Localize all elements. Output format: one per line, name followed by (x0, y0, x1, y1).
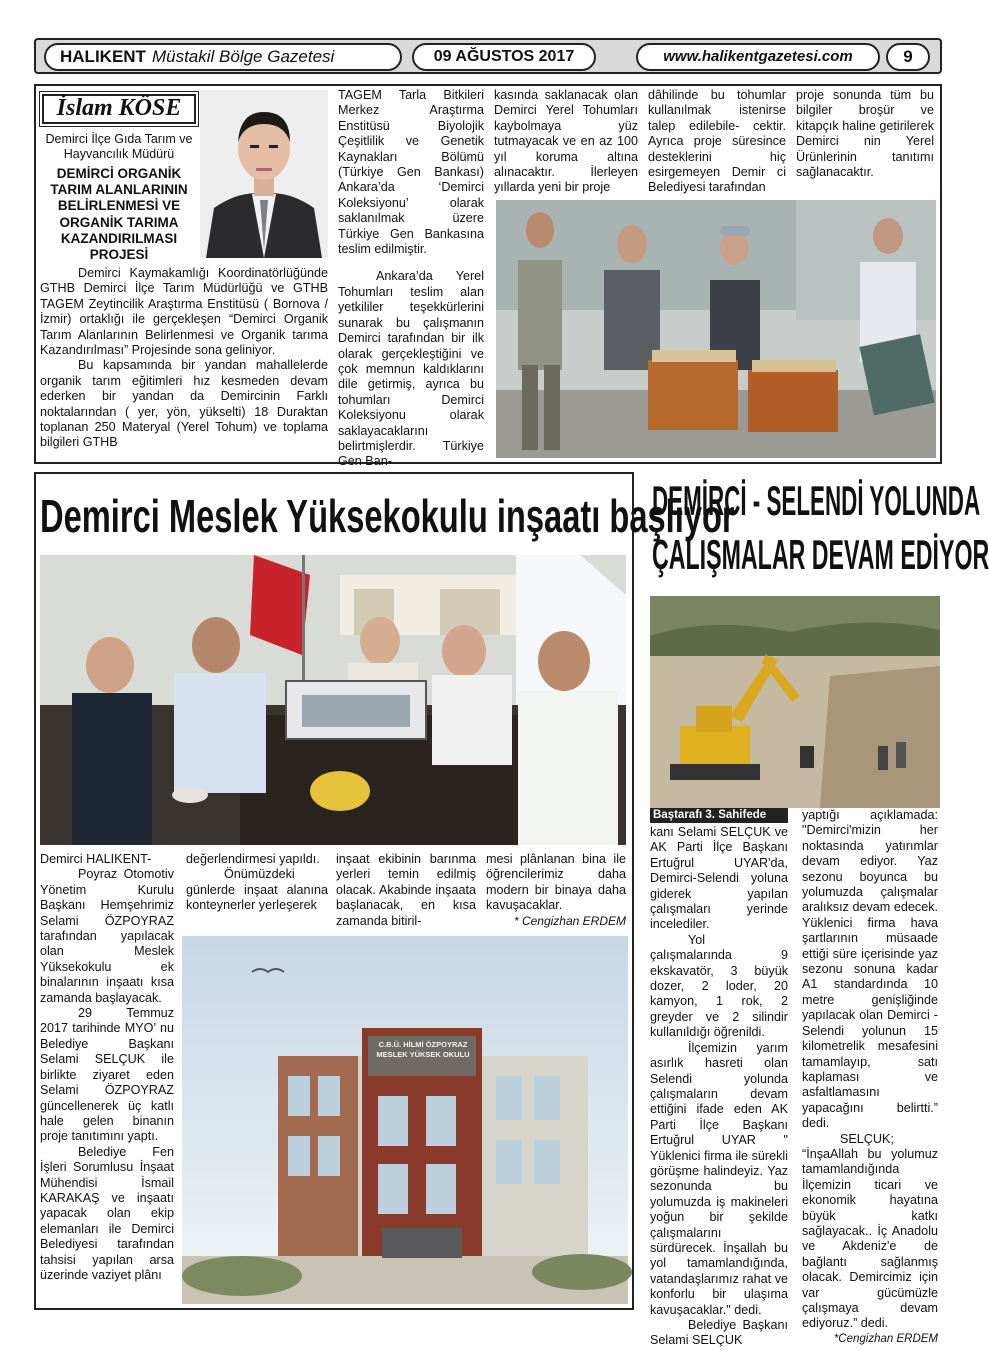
article1-col1 (40, 266, 328, 451)
article1-col2 (338, 88, 484, 470)
author-name: İslam KÖSE (56, 95, 182, 122)
page-number: 9 (903, 47, 913, 67)
building-render (182, 936, 628, 1304)
website-link[interactable]: www.halikentgazetesi.com (663, 48, 853, 66)
article2-col1-p1: Poyraz Otomotiv Yönetim Kurulu Başkanı Hemşehrimiz Selami ÖZPOYRAZ tarafından yapılacak olan Meslek Yüksekokulu ek binalarının inşaatı kısa zamanda başlayacak. (40, 867, 174, 1005)
article2-col2-p2: Önümüzdeki günlerde inşaat alanına konteynerler yerleşerek (186, 867, 328, 913)
issue-date: 09 AĞUSTOS 2017 (433, 48, 575, 66)
article1-headline: DEMİRCİ ORGANİK TARIM ALANLARININ BELİRLENMESİ VE ORGANİK TARIMA KAZANDIRILMASI PROJESİ (50, 166, 188, 263)
article1-col2-p2: Ankara’da Yerel Tohumları teslim alan yetkililer teşekkürlerini sunarak bu çalışmanın Demirci tarafından bir ilk olarak gerçekleştiğini ve çok memnun kaldıklarını dile getirmiş, ayrıca bu tohumları Demirci Koleksiyonu olarak saklayacaklarını belirtmişlerdir. Türkiye Gen Ban- (338, 269, 484, 469)
article3-signature: *Cengizhan ERDEM (833, 1332, 938, 1345)
article3-headline-wrap (652, 478, 989, 590)
article2-signature: * Cengizhan ERDEM (513, 913, 626, 928)
building-sign (370, 1040, 476, 1060)
road-construction-photo (650, 596, 940, 808)
article3-col2-p2: SELÇUK; “İnşaAllah bu yolumuz tamamlandığında İlçemizin ticari ve ekonomik hayatına büyük katkı sağlayacak.. İç Anadolu ve Akdeniz'e de bağlantı sağlanmış olacak. Demircimiz için var gücümüzle çalışmaya devam ediyoruz.” dedi. (802, 1131, 938, 1331)
article2-headline: Demirci Meslek Yüksekokulu inşaatı başlıyor (40, 490, 735, 542)
article2-col4 (486, 852, 626, 929)
date-pill (412, 43, 596, 71)
article1-col1-p1: Demirci Kaymakamlığı Koordinatörlüğünde GTHB Demirci İlçe Tarım Müdürlüğü ve GTHB TAGEM Zeytincilik Araştırma Enstitüsü ( Bornova / İzmir) ortaklığı ile gerçekleşen “Demirci Organik Tarım Alanlarının Belirlenmesi ve Organik tarıma Kazandırılması” Projesinde sona geliniyor. (40, 266, 328, 358)
article3-headline-line1: DEMİRCİ - SELENDİ YOLUNDA (652, 478, 981, 525)
article2-col1 (40, 852, 174, 1283)
building-sign-line1: C.B.Ü. HİLMİ ÖZPOYRAZ (378, 1040, 468, 1049)
portrait-photo (200, 90, 328, 258)
article3-col2-p1: yaptığı açıklamada: "Demirci'mizin her noktasında yatırımlar devam ediyor. Yaz sezonu boyunca bu yolumuzda çalışmalar aralıksız devam edecek. Yüklenici firma hava şartlarının müsaade ettiği süre içerisinde yaz sezonu sonuna kadar A1 standardında 10 metre genişliğinde yapılacak olan Demirci - Selendi yolunun 15 kilometrelik mesafesini tamamlayıp, satı kaplaması ve asfaltlamasını yapacağını belirtti.” dedi. (802, 808, 938, 1131)
article2-col2 (186, 852, 328, 914)
article2-dateline: Demirci HALIKENT- (40, 852, 152, 866)
meeting-photo (40, 555, 626, 845)
page-number-pill (886, 43, 930, 71)
seed-delivery-photo (496, 200, 936, 458)
article2-headline-wrap (40, 490, 735, 542)
article1-col1-p2: Bu kapsamında bir yandan mahallelerde organik tarım eğitimleri hız kesmeden devam ederken bir yandan da Demircinin Farklı noktalarından ( yer, yön, yükselti) 18 Duraktan toplanan 250 Materyal (Yerel Tohum) ve toplama bilgileri GTHB (40, 358, 328, 450)
article1-col2-p1: TAGEM Tarla Bitkileri Merkez Araştırma Enstitüsü Biyolojik Çeşitlilik ve Genetik Kaynakları Bölümü (Türkiye Gen Bankası) Ankara’da ‘Demirci Koleksiyonu’ olarak saklanılmak üzere Türkiye Gen Bankasına teslim edilmiştir. (338, 88, 484, 257)
article1-col4: dâhilinde bu tohumlar kullanılmak istenirse talep edilebile- cektir. Ayrıca proje süresince desteklerini hiç esirgemeyen Demir ci Belediyesi tarafından (648, 88, 786, 195)
author-name-box (42, 94, 196, 124)
article2-col2-p1: değerlendirmesi yapıldı. (186, 852, 320, 866)
article2-col1-p2: 29 Temmuz 2017 tarihinde MYO’ nu Belediye Başkanı Selami SELÇUK ile birlikte ziyaret eden Selami ÖZPOYRAZ güncellenerek üç katlı hale gelen binanın proje tanıtımını yaptı. (40, 1006, 174, 1144)
paper-name: HALIKENT (60, 47, 146, 67)
paper-subtitle: Müstakil Bölge Gazetesi (151, 47, 335, 67)
article1-col5: proje sonunda tüm bu bilgiler broşür ve kitapçık haline getirilerek Demirci nin Yerel Ürünlerinin tanıtımı sağlanacaktır. (796, 88, 934, 180)
article3-col1-p1: kanı Selami SELÇUK ve AK Parti İlçe Başkanı Ertuğrul UYAR'da, Demirci-Selendi yoluna giderek yapılan çalışmaları yerinde incelediler. (650, 825, 788, 932)
article3-col1-p2: Yol çalışmalarında 9 ekskavatör, 3 büyük dozer, 2 loder, 20 kamyon, 1 rok, 2 greyder ve 2 silindir kullanıldığı öğrenildi. (650, 932, 788, 1040)
article2-col4-text: mesi plânlanan bina ile öğrencilerimiz daha modern bir binaya daha kavuşacaklar. (486, 852, 626, 913)
author-title: Demirci İlçe Gıda Tarım ve Hayvancılık Müdürü (45, 132, 193, 161)
article3-col2 (802, 808, 938, 1347)
article2-col1-p3: Belediye Fen İşleri Sorumlusu İnşaat Mühendisi İsmail KARAKAŞ ve inşaatı yapacak olan ekip elemanları ile Demirci Belediyesi tarafından tahsisi yapılan arsa üzerinde vaziyet plânı (40, 1144, 174, 1282)
article2-col3: inşaat ekibinin barınma yerleri temin edilmiş olacak. Akabinde inşaata başlanacak, en kısa zamanda bitiril- (336, 852, 476, 928)
article3-headline-line2: ÇALIŞMALAR DEVAM EDİYOR (652, 532, 989, 579)
article3-col1-p4: Belediye Başkanı Selami SELÇUK (650, 1318, 788, 1348)
article3-col1-p3: İlçemizin yarım asırlık hasreti olan Selendi yolunda çalışmaların devam ettiğini ifade eden AK Parti İlçe Başkanı Ertuğrul UYAR " Yüklenici firma ile sürekli görüşme halindeyiz. Yaz sezonunda bu yolumuzda iş makineleri yoğun bir şekilde çalışmalarını sürdürecek. İnşallah bu yol tamamlandığında, vatandaşlarımız rahat ve konforlu bir ulaşıma kavuşacaklar." dedi. (650, 1040, 788, 1317)
website-pill (636, 43, 880, 71)
building-sign-line2: MESLEK YÜKSEK OKULU (376, 1050, 470, 1059)
masthead-pill (44, 43, 402, 71)
continued-label: Baştarafı 3. Sahifede (650, 808, 788, 823)
article1-col3: kasında saklanacak olan Demirci Yerel Tohumları kaybolmaya yüz tutmayacak ve en az 100 yıl koruma altına alınacaktır. İlerleyen yıllarda yeni bir proje (494, 88, 638, 195)
article3-col1 (650, 808, 788, 1349)
